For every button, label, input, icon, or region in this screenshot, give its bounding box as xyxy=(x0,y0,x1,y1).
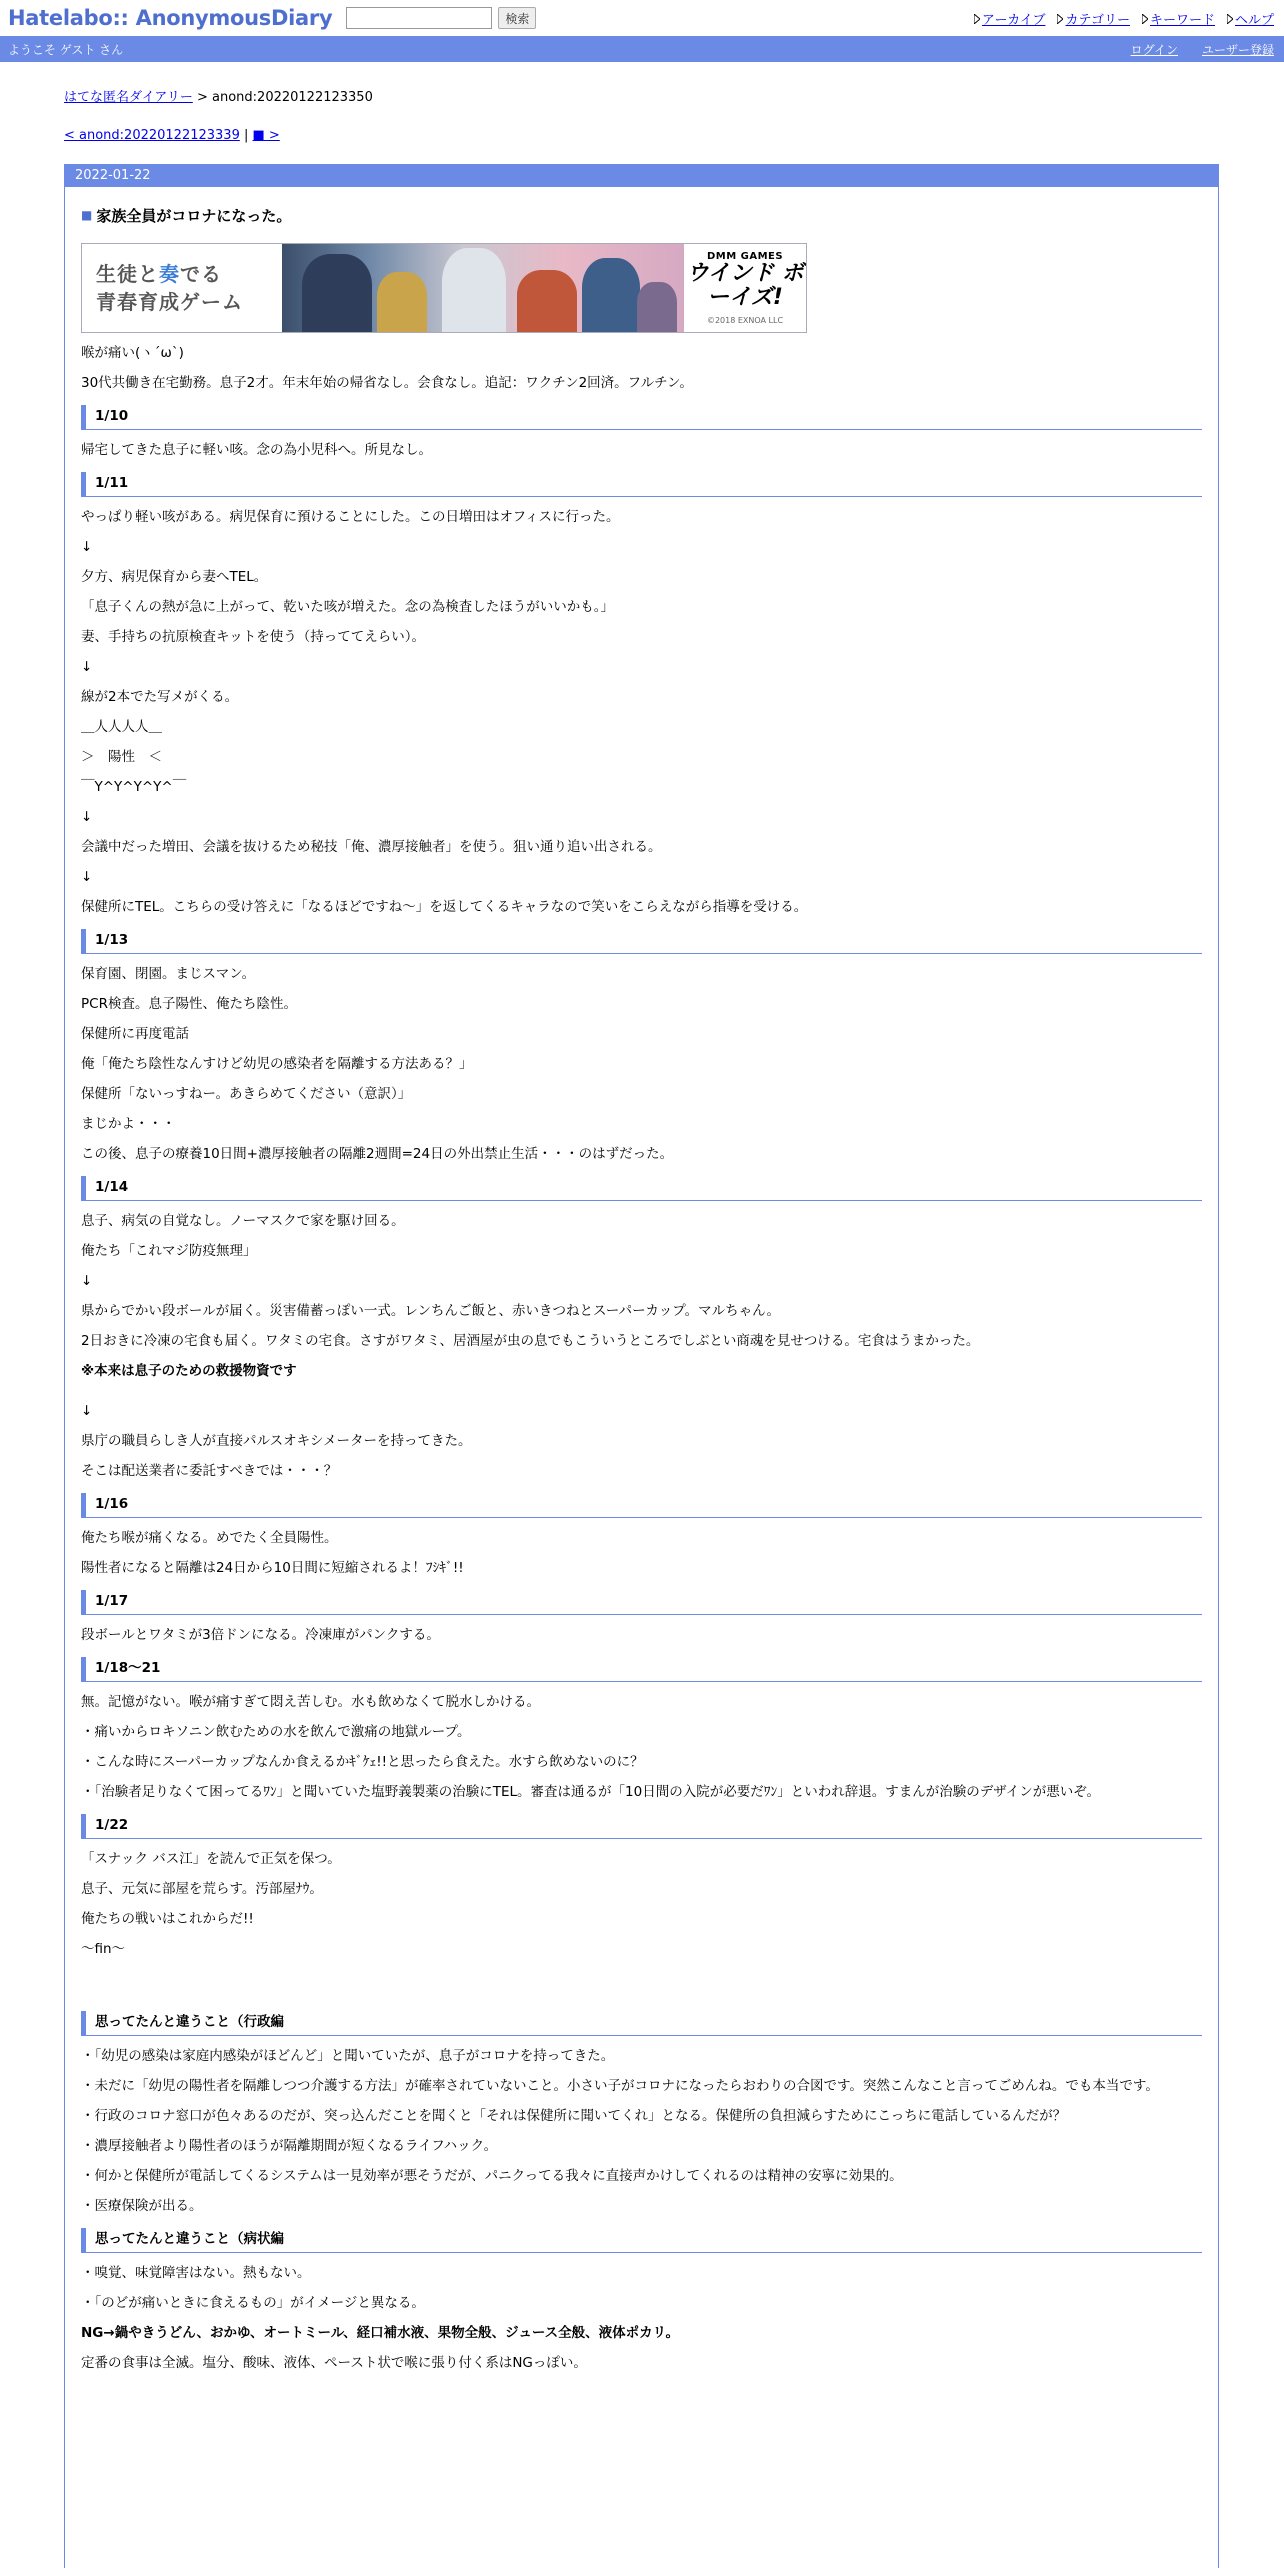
ad-character xyxy=(442,248,506,332)
paragraph: そこは配送業者に委託すべきでは・・・？ xyxy=(81,1463,338,1479)
paragraph: ↓ xyxy=(81,659,93,675)
paragraph: 「息子くんの熱が急に上がって、乾いた咳が増えた。念の為検査したほうがいいかも。」 xyxy=(81,599,614,615)
paragraph: やっぱり軽い咳がある。病児保育に預けることにした。この日増田はオフィスに行った。 xyxy=(81,509,620,525)
welcome-text: ようこそ ゲスト さん xyxy=(8,42,124,57)
paragraph: ↓ xyxy=(81,1403,93,1419)
arrow-right-icon xyxy=(1057,14,1063,24)
paragraph: ・「幼児の感染は家庭内感染がほどんど」と聞いていたが、息子がコロナを持ってきた。 xyxy=(81,2048,615,2064)
breadcrumb-home-link[interactable]: はてな匿名ダイアリー xyxy=(64,90,193,105)
paragraph: ＞ 陽性 ＜ xyxy=(81,749,162,765)
breadcrumb-current: anond:20220122123350 xyxy=(212,90,373,105)
nav-item-category xyxy=(1057,9,1129,28)
paragraph: 段ボールとワタミが3倍ドンになる。冷凍庫がパンクする。 xyxy=(81,1627,440,1643)
login-link[interactable]: ログイン xyxy=(1130,43,1178,57)
nav-link-category[interactable]: カテゴリー xyxy=(1065,13,1130,28)
paragraph: 2日おきに冷凍の宅食も届く。ワタミの宅食。さすがワタミ、居酒屋が虫の息でもこういうところでしぶとい商魂を見せつける。宅食はうまかった。 xyxy=(81,1333,980,1349)
day-subheading: 1/16 xyxy=(81,1493,1202,1518)
paragraph: 俺たち「これマジ防疫無理」 xyxy=(81,1243,257,1259)
paragraph: 保育園、閉園。まじスマン。 xyxy=(81,966,256,982)
ad-line1a: 生徒と xyxy=(96,262,159,286)
paragraph: ↓ xyxy=(81,869,93,885)
ad-banner[interactable] xyxy=(81,243,807,333)
account-links xyxy=(1131,41,1274,58)
paragraph: ・嗅覚、味覚障害はない。熱もない。 xyxy=(81,2265,311,2281)
paragraph: ・「のどが痛いときに食えるもの」がイメージと異なる。 xyxy=(81,2295,425,2311)
ad-line2: 青春育成ゲーム xyxy=(96,290,243,314)
paragraph: ・こんな時にスーパーカップなんか食えるかｷﾞｹｪ!!と思ったら食えた。水すら飲めないのに？ xyxy=(81,1754,644,1770)
ad-line1b: 奏 xyxy=(159,262,180,286)
ad-line1c: でる xyxy=(180,262,222,286)
entry-section xyxy=(65,205,1218,2373)
spacer xyxy=(81,1969,1202,1999)
ad-character xyxy=(302,254,372,332)
paragraph: ￣Y^Y^Y^Y^￣ xyxy=(81,779,187,795)
ad-logo xyxy=(684,244,806,332)
paragraph: 帰宅してきた息子に軽い咳。念の為小児科へ。所見なし。 xyxy=(81,442,432,458)
paragraph: 線が2本でた写メがくる。 xyxy=(81,689,239,705)
nav-link-keyword[interactable]: キーワード xyxy=(1149,13,1215,28)
emphasis-paragraph: NG→鍋やきうどん、おかゆ、オートミール、経口補水液、果物全般、ジュース全般、液体ポカリ。 xyxy=(81,2325,679,2341)
paragraph: ・医療保険が出る。 xyxy=(81,2198,203,2214)
nav-item-help xyxy=(1227,9,1274,28)
paragraph: 保健所に再度電話 xyxy=(81,1026,189,1042)
welcome-bar xyxy=(0,36,1284,62)
site-logo[interactable]: Hatelabo:: AnonymousDiary xyxy=(8,6,333,30)
paragraph: 陽性者になると隔離は24日から10日間に短縮されるよ！ﾌｼｷﾞ!! xyxy=(81,1560,464,1576)
ad-copyright: ©2018 EXNOA LLC xyxy=(706,316,784,325)
day-date-header: 2022-01-22 xyxy=(65,165,1218,187)
prev-next-separator: | xyxy=(239,128,253,143)
ad-character xyxy=(377,272,427,332)
paragraph: 定番の食事は全滅。塩分、酸味、液体、ペースト状で喉に張り付く系はNGっぽい。 xyxy=(81,2355,587,2371)
breadcrumb-separator: > xyxy=(192,90,213,105)
day-subheading: 1/17 xyxy=(81,1590,1202,1615)
permalink-square[interactable]: ■ xyxy=(81,208,93,222)
top-nav xyxy=(974,9,1274,28)
ad-brand: DMM GAMES xyxy=(706,251,784,262)
entry-body xyxy=(81,343,1202,2373)
paragraph: 県庁の職員らしき人が直接パルスオキシメーターを持ってきた。 xyxy=(81,1433,472,1449)
nav-link-archive[interactable]: アーカイブ xyxy=(981,13,1046,28)
day-subheading: 思ってたんと違うこと（病状編 xyxy=(81,2228,1202,2253)
paragraph: ・痛いからロキソニン飲むための水を飲んで激痛の地獄ループ。 xyxy=(81,1724,471,1740)
day-subheading: 1/11 xyxy=(81,472,1202,497)
register-link[interactable]: ユーザー登録 xyxy=(1201,43,1274,57)
paragraph: ・「治験者足りなくて困ってるﾜﾝ」と聞いていた塩野義製薬の治験にTEL。審査は通るが「10日間の入院が必要だﾜﾝ」といわれ辞退。すまんが治験のデザインが悪いぞ。 xyxy=(81,1784,1101,1800)
day-subheading: 1/10 xyxy=(81,405,1202,430)
ad-character xyxy=(517,270,577,332)
search-input[interactable] xyxy=(346,7,492,29)
day-subheading: 1/22 xyxy=(81,1814,1202,1839)
paragraph: ・濃厚接触者より陽性者のほうが隔離期間が短くなるライフハック。 xyxy=(81,2138,498,2154)
paragraph: 夕方、病児保育から妻へTEL。 xyxy=(81,569,268,585)
ad-character xyxy=(637,282,677,332)
prev-entry-link[interactable]: < anond:20220122123339 xyxy=(64,128,240,143)
paragraph: 無。記憶がない。喉が痛すぎて悶え苦しむ。水も飲めなくて脱水しかける。 xyxy=(81,1694,540,1710)
search-form xyxy=(346,7,536,29)
paragraph: ↓ xyxy=(81,809,93,825)
ad-tagline xyxy=(82,244,282,332)
paragraph: 俺たち喉が痛くなる。めでたく全員陽性。 xyxy=(81,1530,338,1546)
nav-link-help[interactable]: ヘルプ xyxy=(1234,13,1274,28)
ad-artwork xyxy=(282,244,684,332)
paragraph: 〜fin〜 xyxy=(81,1941,126,1957)
paragraph: ・行政のコロナ窓口が色々あるのだが、突っ込んだことを聞くと「それは保健所に聞いてくれ」となる。保健所の負担減らすためにこっちに電話しているんだが？ xyxy=(81,2108,1067,2124)
arrow-right-icon xyxy=(1142,14,1148,24)
emphasis-paragraph: ※本来は息子のための救援物資です xyxy=(81,1363,297,1379)
ad-game-title: ウインド ボーイズ! xyxy=(686,261,804,310)
paragraph: 県からでかい段ボールが届く。災害備蓄っぽい一式。レンちんご飯と、赤いきつねとスーパーカップ。マルちゃん。 xyxy=(81,1303,780,1319)
ad-character xyxy=(582,258,640,332)
paragraph: ↓ xyxy=(81,1273,93,1289)
paragraph: 俺たちの戦いはこれからだ!! xyxy=(81,1911,254,1927)
paragraph: 会議中だった増田、会議を抜けるため秘技「俺、濃厚接触者」を使う。狙い通り追い出される。 xyxy=(81,839,662,855)
top-header-bar xyxy=(0,0,1284,36)
paragraph: 「スナック バス江」を読んで正気を保つ。 xyxy=(81,1851,341,1867)
arrow-right-icon xyxy=(974,14,980,24)
paragraph: ＿人人人人＿ xyxy=(81,719,162,735)
nav-item-archive xyxy=(974,9,1046,28)
day-subheading: 1/18～21 xyxy=(81,1657,1202,1682)
paragraph: ↓ xyxy=(81,539,93,555)
paragraph: 保健所「ないっすねー。あきらめてください（意訳）」 xyxy=(81,1086,412,1102)
entry-title-text: 家族全員がコロナになった。 xyxy=(96,206,292,225)
next-entry-link[interactable]: ■ > xyxy=(252,128,280,143)
breadcrumb xyxy=(64,86,373,105)
day-subheading: 1/14 xyxy=(81,1176,1202,1201)
paragraph: 息子、元気に部屋を荒らす。汚部屋ﾅｳ。 xyxy=(81,1881,323,1897)
paragraph: 息子、病気の自覚なし。ノーマスクで家を駆け回る。 xyxy=(81,1213,405,1229)
entry-title xyxy=(81,205,1202,225)
prev-next-nav xyxy=(64,128,280,143)
day-subheading: 思ってたんと違うこと（行政編 xyxy=(81,2011,1202,2036)
paragraph: 俺「俺たち陰性なんすけど幼児の感染者を隔離する方法ある？」 xyxy=(81,1056,473,1072)
arrow-right-icon xyxy=(1227,14,1233,24)
paragraph: ・未だに「幼児の陽性者を隔離しつつ介護する方法」が確率されていないこと。小さい子がコロナになったらおわりの合図です。突然こんなこと言ってごめんね。でも本当です。 xyxy=(81,2078,1159,2094)
paragraph: まじかよ・・・ xyxy=(81,1116,176,1132)
search-button[interactable]: 検索 xyxy=(498,7,536,29)
paragraph: ・何かと保健所が電話してくるシステムは一見効率が悪そうだが、パニクってる我々に直接声かけしてくれるのは精神の安寧に効果的。 xyxy=(81,2168,903,2184)
paragraph: この後、息子の療養10日間+濃厚接触者の隔離2週間=24日の外出禁止生活・・・のはずだった。 xyxy=(81,1146,674,1162)
paragraph: PCR検査。息子陽性、俺たち陰性。 xyxy=(81,996,297,1012)
paragraph: 妻、手持ちの抗原検査キットを使う（持っててえらい）。 xyxy=(81,629,425,645)
paragraph: 喉が痛い(ヽ´ω`) xyxy=(81,345,184,361)
paragraph: 保健所にTEL。こちらの受け答えに「なるほどですね～」を返してくるキャラなので笑いをこらえながら指導を受ける。 xyxy=(81,899,808,915)
paragraph: 30代共働き在宅勤務。息子2才。年末年始の帰省なし。会食なし。追記：ワクチン2回済。フルチン。 xyxy=(81,375,693,391)
day-subheading: 1/13 xyxy=(81,929,1202,954)
diary-day xyxy=(64,164,1219,2568)
nav-item-keyword xyxy=(1142,9,1215,28)
